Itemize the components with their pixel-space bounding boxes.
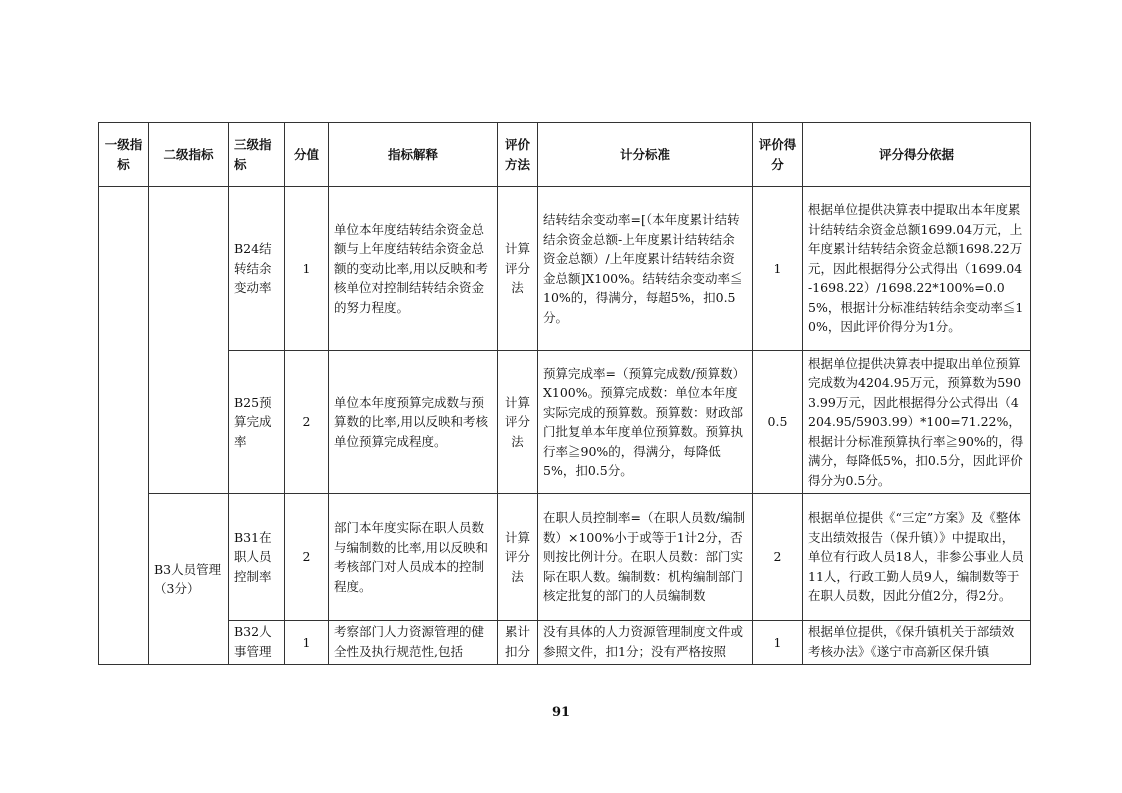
header-eval-score: 评价得分 [753,123,803,187]
header-level3: 三级指标 [229,123,285,187]
explanation-cell: 考察部门人力资源管理的健全性及执行规范性,包括 [329,621,498,665]
eval-score-cell: 2 [753,494,803,621]
level3-cell: B31在职人员控制率 [229,494,285,621]
explanation-cell: 单位本年度预算完成数与预算数的比率,用以反映和考核单位预算完成程度。 [329,351,498,494]
evaluation-table [98,122,1031,665]
basis-cell: 根据单位提供决算表中提取出单位预算完成数为4204.95万元，预算数为5903.99万元，因此根据得分公式得出（4204.95/5903.99）*100=71.22%，根据计分标准预算执行率≧90%的，得满分，每降低5%，扣0.5分，因此评价得分为0.5分。 [803,351,1031,494]
standard-cell: 结转结余变动率=[（本年度累计结转结余资金总额-上年度累计结转结余资金总额）/上年度累计结转结余资金总额]X100%。结转结余变动率≦10%的，得满分，每超5%，扣0.5分。 [538,187,753,351]
header-explanation: 指标解释 [329,123,498,187]
score-cell: 1 [285,187,329,351]
table-row [99,621,1031,665]
page-number: 91 [551,705,571,720]
header-method: 评价方法 [498,123,538,187]
level3-cell: B25预算完成率 [229,351,285,494]
header-score: 分值 [285,123,329,187]
level3-cell: B24结转结余变动率 [229,187,285,351]
method-cell: 累计扣分 [498,621,538,665]
basis-cell: 根据单位提供，《保升镇机关于部绩效考核办法》《遂宁市高新区保升镇 [803,621,1031,665]
basis-cell: 根据单位提供《“三定”方案》及《整体支出绩效报告（保升镇）》中提取出，单位有行政人员18人，非参公事业人员11人，行政工勤人员9人，编制数等于在职人员数，因此分值2分，得2分。 [803,494,1031,621]
level2-cell: B3人员管理（3分） [149,494,229,665]
basis-cell: 根据单位提供决算表中提取出本年度累计结转结余资金总额1699.04万元，上年度累计结转结余资金总额1698.22万元，因此根据得分公式得出（1699.04-1698.22）/1698.22*100%=0.05%，根据计分标准结转结余变动率≦10%，因此评价得分为1分。 [803,187,1031,351]
eval-score-cell: 1 [753,621,803,665]
level3-cell: B32人事管理 [229,621,285,665]
score-cell: 2 [285,494,329,621]
header-standard: 计分标准 [538,123,753,187]
method-cell: 计算评分法 [498,187,538,351]
score-cell: 1 [285,621,329,665]
score-cell: 2 [285,351,329,494]
table-header-row [99,123,1031,187]
standard-cell: 在职人员控制率=（在职人员数/编制数）×100%小于或等于1计2分，否则按比例计分。在职人员数：部门实际在职人数。编制数：机构编制部门核定批复的部门的人员编制数 [538,494,753,621]
eval-score-cell: 1 [753,187,803,351]
standard-cell: 没有具体的人力资源管理制度文件或参照文件，扣1分；没有严格按照 [538,621,753,665]
method-cell: 计算评分法 [498,351,538,494]
level1-cell [99,187,149,665]
header-level2: 二级指标 [149,123,229,187]
standard-cell: 预算完成率=（预算完成数/预算数）X100%。预算完成数：单位本年度实际完成的预算数。预算数：财政部门批复单本年度单位预算数。预算执行率≧90%的，得满分，每降低5%，扣0.5分。 [538,351,753,494]
header-level1: 一级指标 [99,123,149,187]
table-row [99,494,1031,621]
method-cell: 计算评分法 [498,494,538,621]
level2-cell-empty [149,187,229,494]
explanation-cell: 部门本年度实际在职人员数与编制数的比率,用以反映和考核部门对人员成本的控制程度。 [329,494,498,621]
table-row [99,351,1031,494]
table-row [99,187,1031,351]
eval-score-cell: 0.5 [753,351,803,494]
header-basis: 评分得分依据 [803,123,1031,187]
explanation-cell: 单位本年度结转结余资金总额与上年度结转结余资金总额的变动比率,用以反映和考核单位对控制结转结余资金的努力程度。 [329,187,498,351]
